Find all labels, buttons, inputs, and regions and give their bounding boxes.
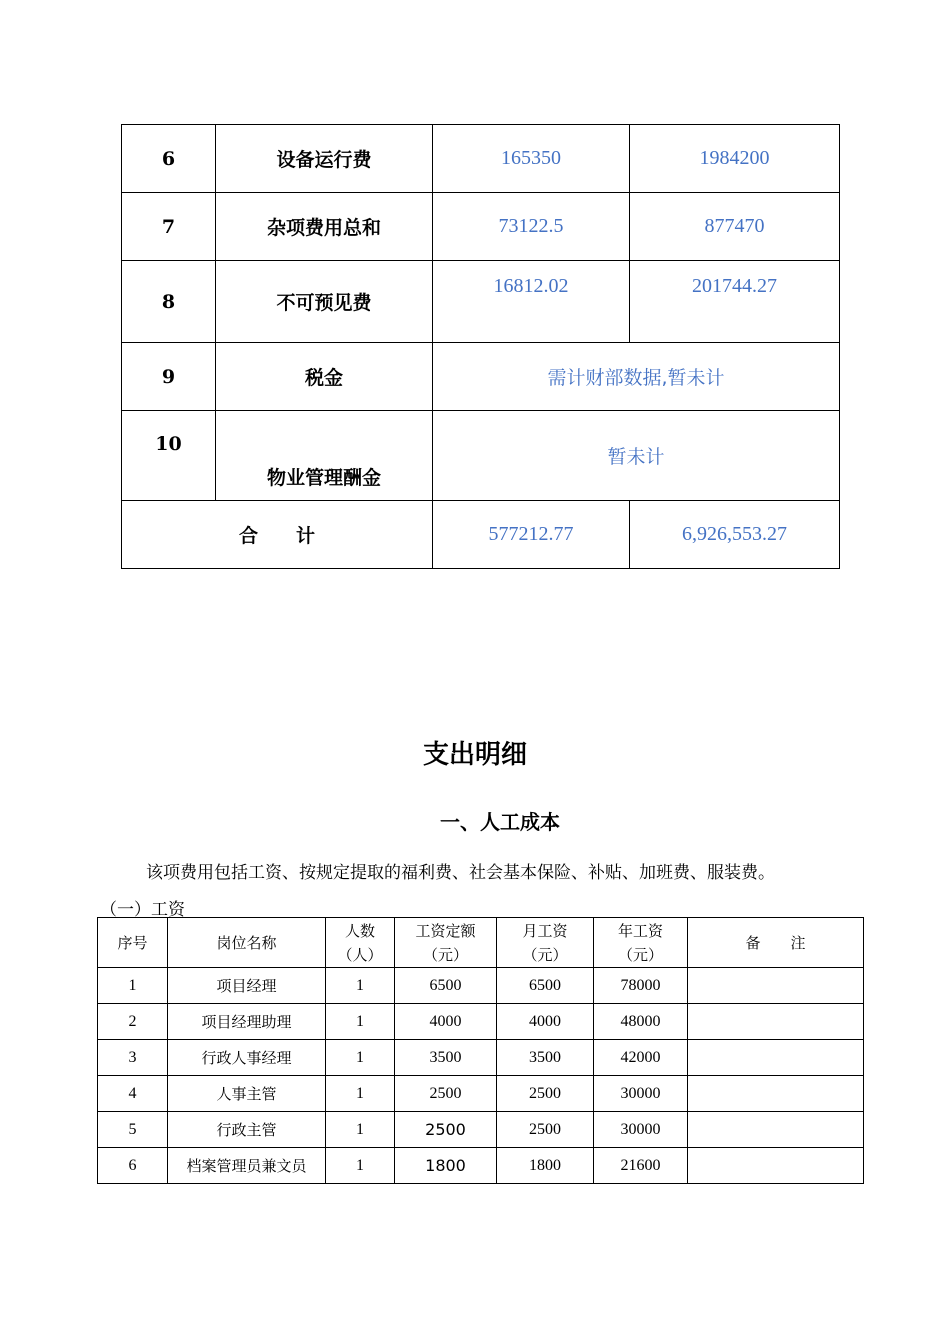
cell-monthly: 4000 — [497, 1004, 594, 1040]
cell-remark — [688, 1004, 864, 1040]
cell-annual: 42000 — [594, 1040, 688, 1076]
total-label: 合 计 — [122, 501, 433, 569]
cell-quota: 2500 — [395, 1076, 497, 1112]
table-row — [122, 411, 840, 501]
monthly-value: 16812.02 — [433, 261, 630, 343]
cell-position: 行政人事经理 — [168, 1040, 326, 1076]
row-number: 7 — [122, 193, 216, 261]
expense-name: 税金 — [216, 343, 433, 411]
cell-count: 1 — [326, 968, 395, 1004]
cell-position: 项目经理 — [168, 968, 326, 1004]
cell-position: 人事主管 — [168, 1076, 326, 1112]
header-no: 序号 — [98, 918, 168, 968]
monthly-value: 73122.5 — [433, 193, 630, 261]
header-remark: 备 注 — [688, 918, 864, 968]
subsection-title: （一）工资 — [100, 900, 185, 920]
cell-no: 5 — [98, 1112, 168, 1148]
row-number: 8 — [122, 261, 216, 343]
expense-name: 物业管理酬金 — [216, 411, 433, 501]
cell-remark — [688, 1076, 864, 1112]
expense-name: 杂项费用总和 — [216, 193, 433, 261]
cell-annual: 48000 — [594, 1004, 688, 1040]
cell-annual: 21600 — [594, 1148, 688, 1184]
cell-no: 4 — [98, 1076, 168, 1112]
table-row — [98, 1148, 864, 1184]
expense-name: 不可预见费 — [216, 261, 433, 343]
cell-remark — [688, 1112, 864, 1148]
cell-count: 1 — [326, 1148, 395, 1184]
cell-no: 2 — [98, 1004, 168, 1040]
section-description: 该项费用包括工资、按规定提取的福利费、社会基本保险、补贴、加班费、服装费。 — [146, 863, 775, 883]
cell-count: 1 — [326, 1076, 395, 1112]
merged-note: 暂未计 — [433, 411, 840, 501]
row-number: 10 — [122, 411, 216, 501]
table-row — [98, 968, 864, 1004]
header-count-label: 人数 — [344, 921, 375, 940]
cell-remark — [688, 968, 864, 1004]
cell-count: 1 — [326, 1040, 395, 1076]
merged-note: 需计财部数据,暂未计 — [433, 343, 840, 411]
cell-remark — [688, 1040, 864, 1076]
cell-no: 3 — [98, 1040, 168, 1076]
table-row — [98, 1004, 864, 1040]
header-position: 岗位名称 — [168, 918, 326, 968]
cell-quota: 3500 — [395, 1040, 497, 1076]
expense-name: 设备运行费 — [216, 125, 433, 193]
cell-monthly: 3500 — [497, 1040, 594, 1076]
cell-annual: 30000 — [594, 1076, 688, 1112]
header-monthly-label: 月工资 — [522, 921, 568, 940]
cell-quota: 4000 — [395, 1004, 497, 1040]
total-monthly: 577212.77 — [433, 501, 630, 569]
table-row — [98, 1076, 864, 1112]
cell-monthly: 2500 — [497, 1076, 594, 1112]
row-number: 6 — [122, 125, 216, 193]
cell-position: 行政主管 — [168, 1112, 326, 1148]
table-header-row — [98, 918, 864, 968]
header-monthly-unit: （元） — [522, 945, 568, 964]
table-row — [122, 343, 840, 411]
annual-value: 877470 — [630, 193, 840, 261]
header-quota — [395, 918, 497, 968]
cell-annual: 78000 — [594, 968, 688, 1004]
cell-monthly: 2500 — [497, 1112, 594, 1148]
cell-count: 1 — [326, 1004, 395, 1040]
cell-quota: 6500 — [395, 968, 497, 1004]
salary-table — [97, 917, 864, 1184]
table-row — [122, 261, 840, 343]
cell-position: 档案管理员兼文员 — [168, 1148, 326, 1184]
cell-position: 项目经理助理 — [168, 1004, 326, 1040]
table-row — [98, 1040, 864, 1076]
header-annual — [594, 918, 688, 968]
cell-quota: 2500 — [395, 1112, 497, 1148]
header-count — [326, 918, 395, 968]
page-title: 支出明细 — [422, 740, 527, 770]
table-row — [122, 193, 840, 261]
cell-no: 1 — [98, 968, 168, 1004]
cell-monthly: 6500 — [497, 968, 594, 1004]
total-annual: 6,926,553.27 — [630, 501, 840, 569]
section-title: 一、人工成本 — [440, 810, 560, 834]
header-count-unit: （人） — [337, 945, 383, 964]
table-row — [98, 1112, 864, 1148]
table-row — [122, 125, 840, 193]
header-quota-unit: （元） — [422, 945, 468, 964]
expense-summary-table — [121, 124, 840, 569]
header-quota-label: 工资定额 — [415, 921, 476, 940]
cell-monthly: 1800 — [497, 1148, 594, 1184]
annual-value: 1984200 — [630, 125, 840, 193]
cell-remark — [688, 1148, 864, 1184]
total-row — [122, 501, 840, 569]
header-monthly — [497, 918, 594, 968]
header-annual-label: 年工资 — [617, 921, 663, 940]
cell-annual: 30000 — [594, 1112, 688, 1148]
monthly-value: 165350 — [433, 125, 630, 193]
cell-count: 1 — [326, 1112, 395, 1148]
cell-no: 6 — [98, 1148, 168, 1184]
annual-value: 201744.27 — [630, 261, 840, 343]
cell-quota: 1800 — [395, 1148, 497, 1184]
row-number: 9 — [122, 343, 216, 411]
header-annual-unit: （元） — [617, 945, 663, 964]
